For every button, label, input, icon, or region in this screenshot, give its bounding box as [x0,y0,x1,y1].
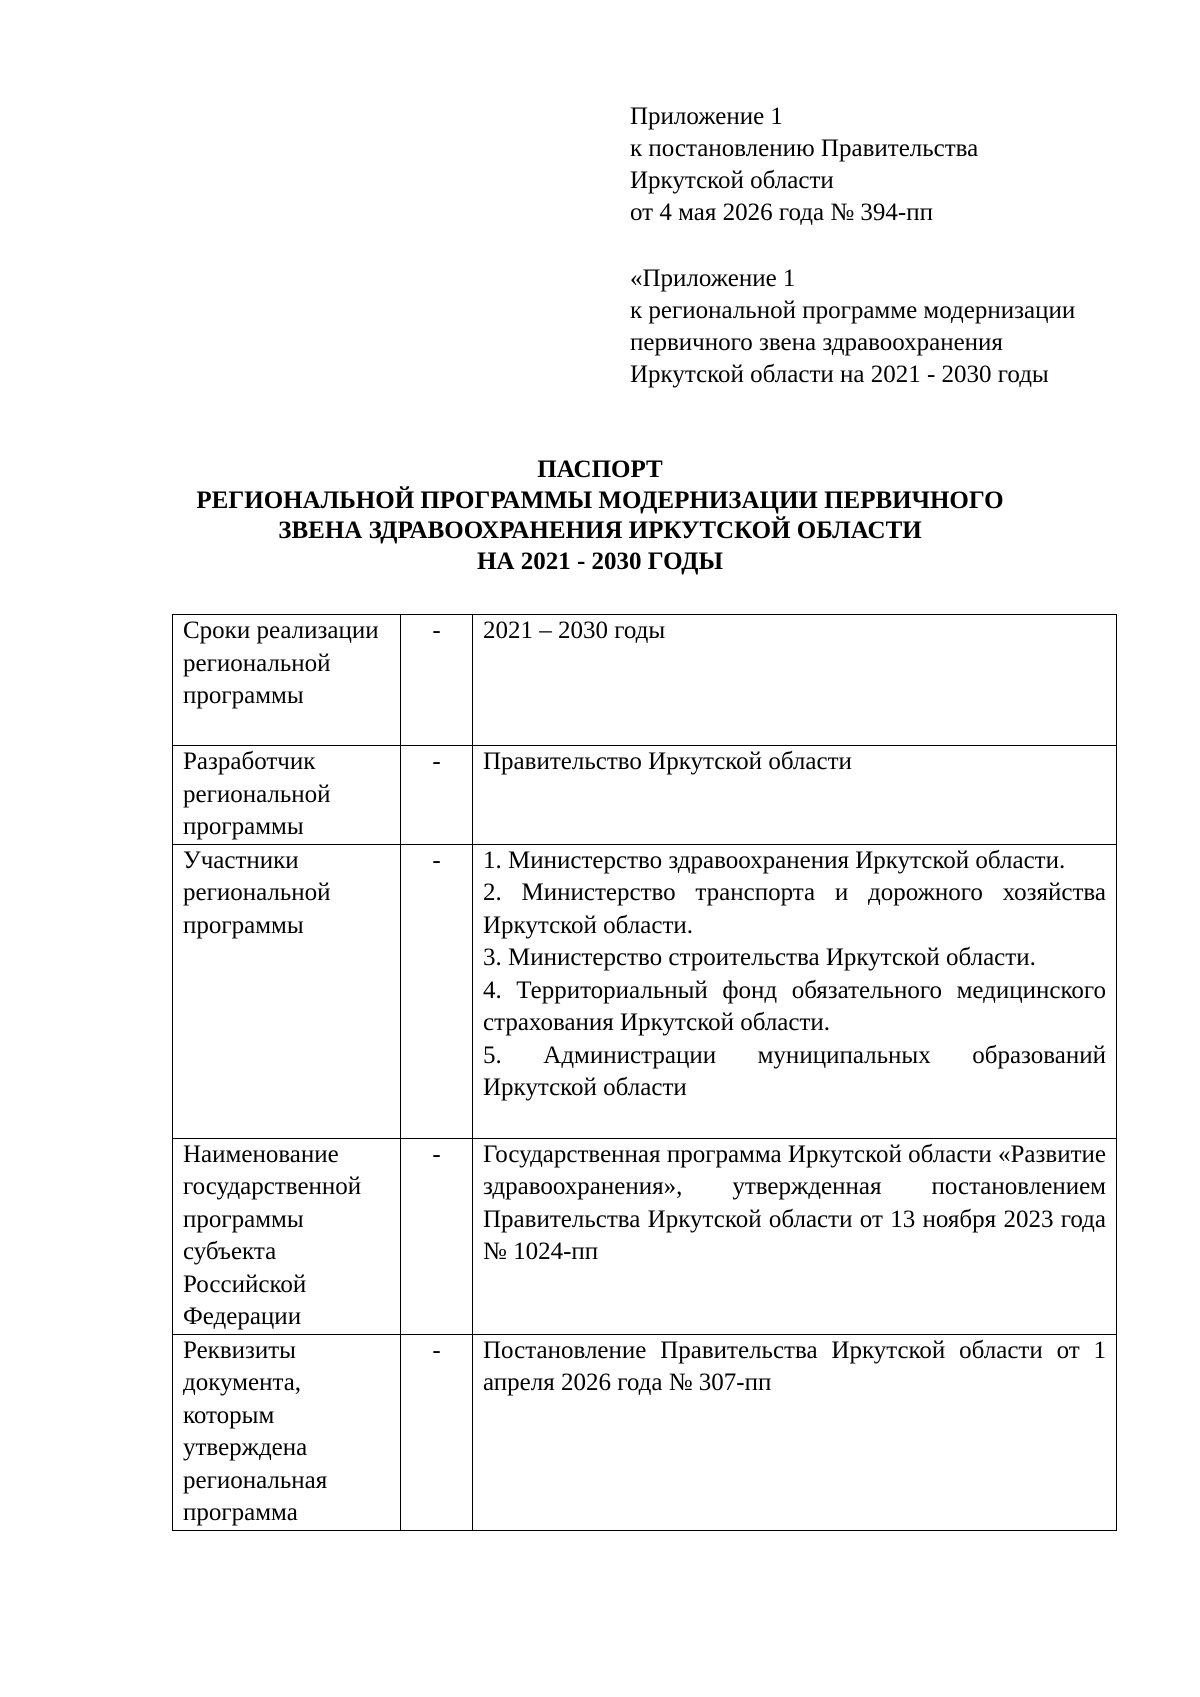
row-value: Постановление Правительства Иркутской области от 1 апреля 2026 года № 307-пп [473,1334,1117,1530]
row-dash: - [401,746,473,845]
participant-item: 1. Министерство здравоохранения Иркутской области. [483,846,1066,874]
program-appendix-period: Иркутской области на 2021 - 2030 годы [630,361,1049,388]
row-label: Наименование государственной программы субъекта Российской Федерации [173,1138,401,1334]
row-label: Участники региональной программы [173,844,401,1138]
row-value: Государственная программа Иркутской области «Развитие здравоохранения», утвержденная постановлением Правительства Иркутской области от 13 ноября 2023 года № 1024-пп [473,1138,1117,1334]
participant-item: 5. Администрации муниципальных образований Иркутской области [483,1041,1106,1101]
appendix-header-resolution [630,101,1170,229]
title-line-subject: ЗВЕНА ЗДРАВООХРАНЕНИЯ ИРКУТСКОЙ ОБЛАСТИ [278,517,922,544]
row-label: Разработчик региональной программы [173,746,401,845]
participant-item: 2. Министерство транспорта и дорожного хозяйства Иркутской области. [483,879,1106,939]
title-line-period: НА 2021 - 2030 ГОДЫ [476,547,724,575]
participant-item: 3. Министерство строительства Иркутской области. [483,944,1036,971]
row-label: Реквизиты документа, которым утверждена региональная программа [173,1334,401,1530]
row-dash: - [401,1138,473,1334]
program-appendix-subject: первичного звена здравоохранения [630,329,1003,356]
appendix-header-program [630,263,1170,391]
appendix-region: Иркутской области [630,167,834,194]
title-line-passport: ПАСПОРТ [537,456,663,483]
row-dash: - [401,615,473,746]
program-appendix-title: «Приложение 1 [630,265,796,292]
program-appendix-reference: к региональной программе модернизации [630,297,1076,324]
row-label: Сроки реализации региональной программы [173,615,401,746]
title-line-program: РЕГИОНАЛЬНОЙ ПРОГРАММЫ МОДЕРНИЗАЦИИ ПЕРВИЧНОГО [196,486,1004,514]
passport-table [172,614,1117,1531]
document-title [0,455,1200,577]
appendix-date-number: от 4 мая 2026 года № 394-пп [630,199,934,226]
row-dash: - [401,1334,473,1530]
appendix-reference: к постановлению Правительства [630,135,979,162]
participants-list [473,844,1117,1138]
row-value: 2021 – 2030 годы [473,615,1117,746]
participant-item: 4. Территориальный фонд обязательного медицинского страхования Иркутской области. [483,976,1106,1036]
table-row [173,746,1117,845]
row-value: Правительство Иркутской области [473,746,1117,845]
row-dash: - [401,844,473,1138]
table-row [173,615,1117,746]
appendix-title: Приложение 1 [630,103,783,130]
table-row [173,844,1117,1138]
table-row [173,1138,1117,1334]
table-row [173,1334,1117,1530]
